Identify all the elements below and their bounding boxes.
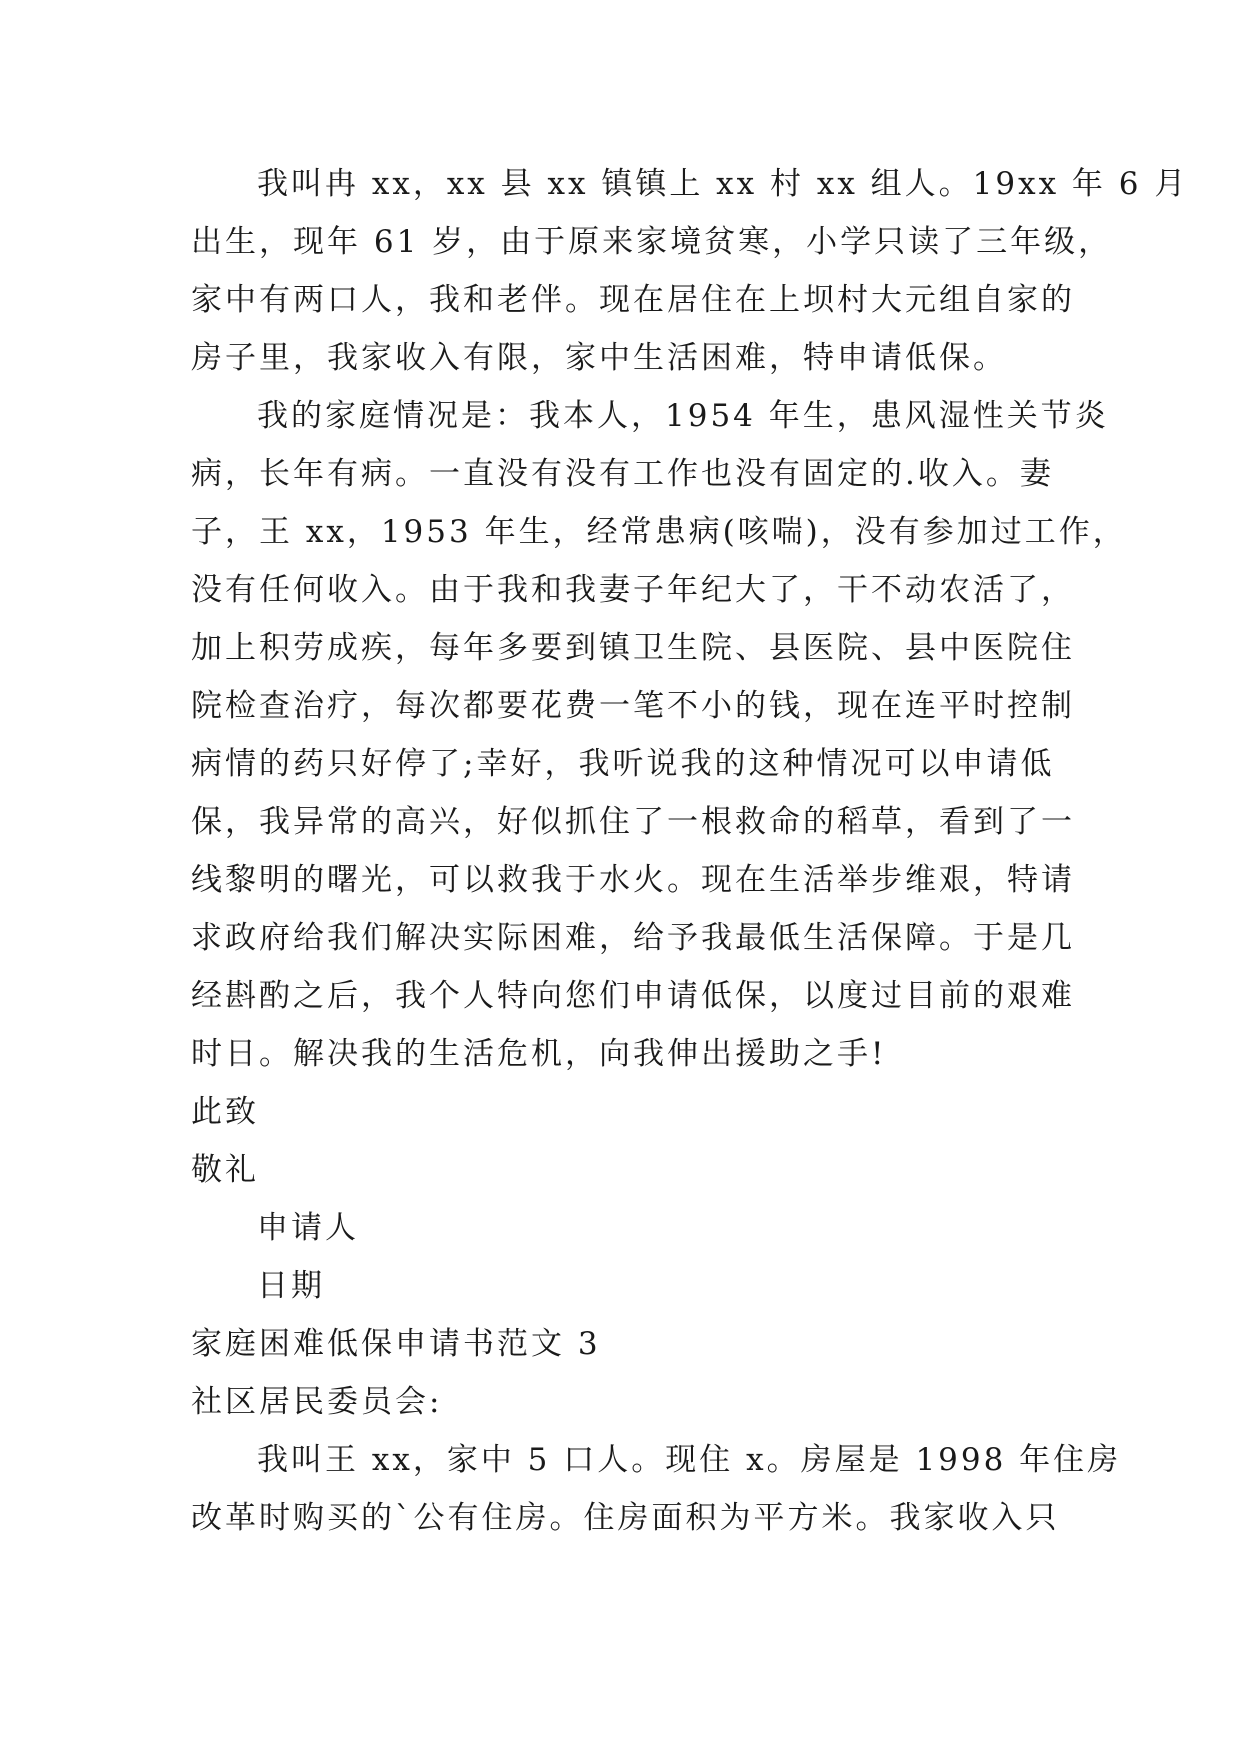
paragraph-2-line-4: 没有任何收入。由于我和我妻子年纪大了，干不动农活了， bbox=[191, 572, 1075, 608]
paragraph-2-line-7: 病情的药只好停了;幸好，我听说我的这种情况可以申请低 bbox=[191, 746, 1055, 782]
paragraph-1-line-1: 我叫冉 xx，xx 县 xx 镇镇上 xx 村 xx 组人。19xx 年 6 月 bbox=[257, 166, 1189, 202]
signature-line: 申请人 bbox=[257, 1210, 359, 1246]
section-3-salutation: 社区居民委员会: bbox=[191, 1384, 443, 1420]
paragraph-2-line-5: 加上积劳成疾，每年多要到镇卫生院、县医院、县中医院住 bbox=[191, 630, 1075, 666]
paragraph-1-line-2: 出生，现年 61 岁，由于原来家境贫寒，小学只读了三年级， bbox=[191, 224, 1113, 260]
paragraph-2-line-3: 子，王 xx，1953 年生，经常患病(咳喘)，没有参加过工作， bbox=[191, 514, 1127, 550]
closing-line-2: 敬礼 bbox=[191, 1152, 259, 1188]
section-3-heading: 家庭困难低保申请书范文 3 bbox=[191, 1326, 601, 1362]
paragraph-2-line-1: 我的家庭情况是：我本人，1954 年生，患风湿性关节炎 bbox=[257, 398, 1109, 434]
paragraph-1-line-4: 房子里，我家收入有限，家中生活困难，特申请低保。 bbox=[191, 340, 1007, 376]
paragraph-2-line-9: 线黎明的曙光，可以救我于水火。现在生活举步维艰，特请 bbox=[191, 862, 1075, 898]
paragraph-2-line-10: 求政府给我们解决实际困难，给予我最低生活保障。于是几 bbox=[191, 920, 1075, 956]
paragraph-2-line-12: 时日。解决我的生活危机，向我伸出援助之手! bbox=[191, 1036, 887, 1072]
document-body bbox=[191, 155, 1189, 1547]
paragraph-3-line-2: 改革时购买的`公有住房。住房面积为平方米。我家收入只 bbox=[191, 1500, 1060, 1536]
paragraph-2-line-8: 保，我异常的高兴，好似抓住了一根救命的稻草，看到了一 bbox=[191, 804, 1075, 840]
closing-line-1: 此致 bbox=[191, 1094, 259, 1130]
paragraph-2-line-2: 病，长年有病。一直没有没有工作也没有固定的.收入。妻 bbox=[191, 456, 1054, 492]
paragraph-3-line-1: 我叫王 xx，家中 5 口人。现住 x。房屋是 1998 年住房 bbox=[257, 1442, 1122, 1478]
paragraph-2-line-6: 院检查治疗，每次都要花费一笔不小的钱，现在连平时控制 bbox=[191, 688, 1075, 724]
paragraph-1-line-3: 家中有两口人，我和老伴。现在居住在上坝村大元组自家的 bbox=[191, 282, 1075, 318]
date-line: 日期 bbox=[257, 1268, 325, 1304]
paragraph-2-line-11: 经斟酌之后，我个人特向您们申请低保，以度过目前的艰难 bbox=[191, 978, 1075, 1014]
